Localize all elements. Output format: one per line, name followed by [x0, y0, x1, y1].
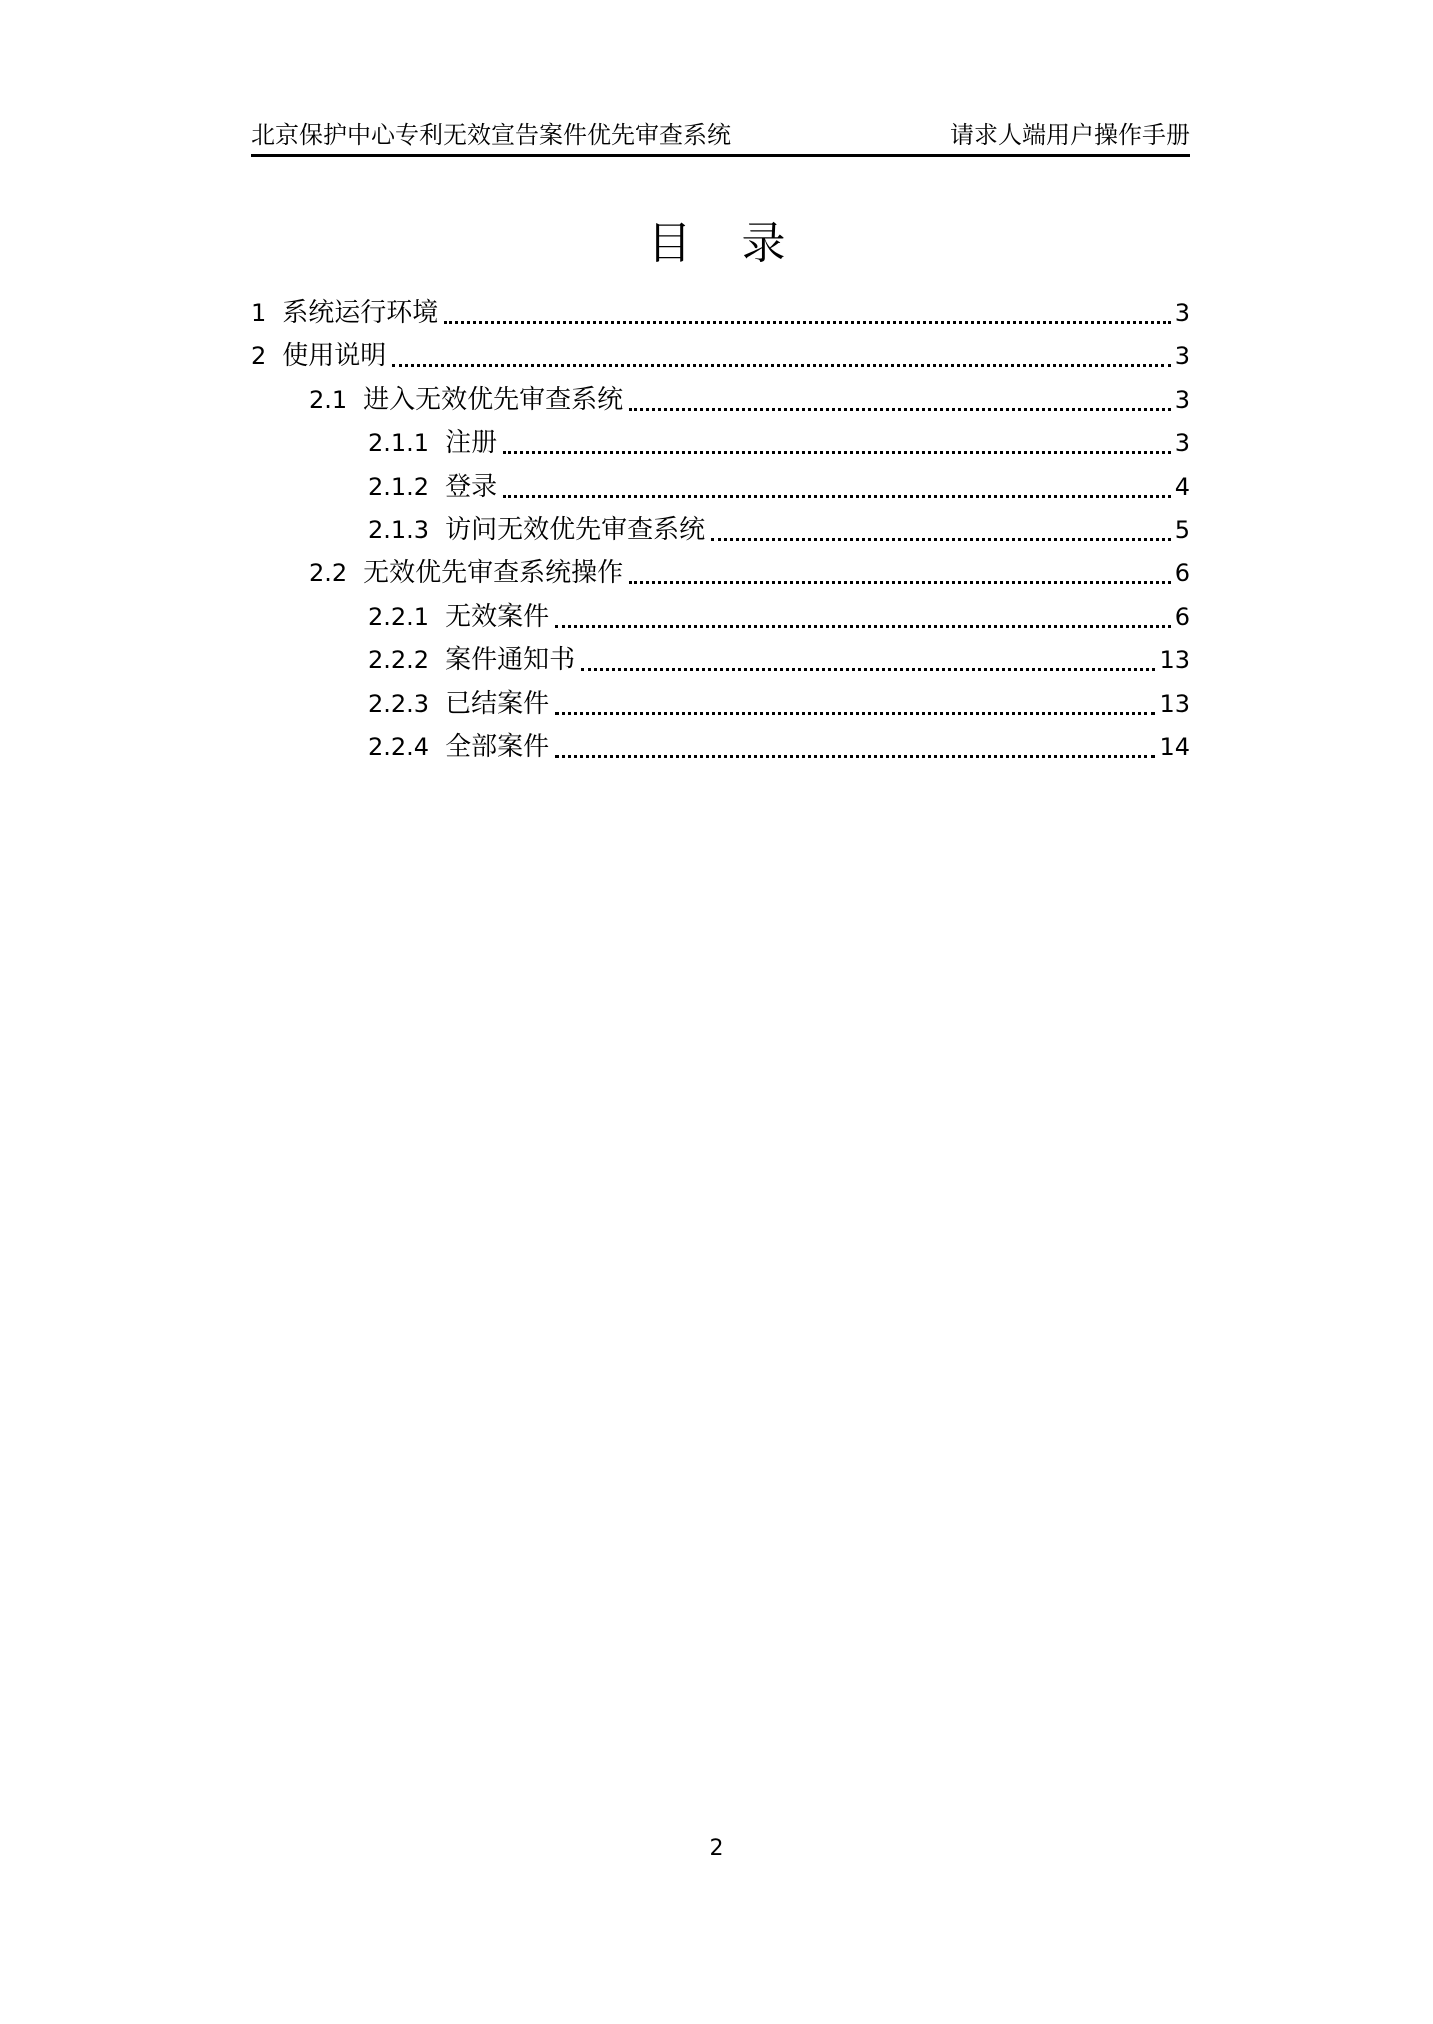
toc-entry-text: 进入无效优先审查系统 [363, 384, 624, 415]
toc-entry[interactable] [368, 725, 1190, 769]
toc-entry-text: 登录 [445, 471, 498, 502]
toc-dot-leader [392, 364, 1170, 367]
toc-dot-leader [555, 625, 1171, 628]
toc-entry-page: 14 [1159, 733, 1190, 761]
toc-entry-page: 3 [1174, 385, 1190, 414]
toc-entry[interactable] [251, 334, 1190, 378]
toc-entry-text: 使用说明 [282, 341, 387, 372]
toc-entry-page: 3 [1174, 429, 1190, 458]
toc-entry-text: 无效案件 [445, 601, 550, 632]
toc-entry-text: 全部案件 [445, 732, 550, 762]
toc-entry-text: 已结案件 [445, 688, 550, 719]
toc-dot-leader [581, 668, 1155, 671]
toc-entry[interactable] [309, 551, 1190, 595]
toc-dot-leader [711, 538, 1171, 541]
toc-entry[interactable] [309, 378, 1190, 422]
toc-entry-number: 2.1.1 [368, 429, 430, 458]
toc-entry-text: 注册 [445, 428, 498, 459]
toc-entry[interactable] [368, 638, 1190, 682]
toc-entry-number: 2.2.1 [368, 602, 430, 631]
toc-entry-number: 2.2.3 [368, 689, 430, 718]
toc-entry-page: 5 [1174, 516, 1190, 544]
header-document-title: 北京保护中心专利无效宣告案件优先审查系统 [251, 121, 731, 149]
toc-title: 目 录 [647, 218, 804, 269]
toc-entry[interactable] [368, 465, 1190, 509]
toc-entry[interactable] [251, 291, 1190, 335]
toc-entry-page: 6 [1174, 602, 1190, 631]
toc-entry-page: 13 [1159, 689, 1190, 718]
toc-entry[interactable] [368, 508, 1190, 552]
toc-entry-text: 无效优先审查系统操作 [363, 558, 624, 589]
toc-entry-number: 2.1.2 [368, 472, 430, 501]
header-manual-title: 请求人端用户操作手册 [950, 121, 1190, 149]
toc-dot-leader [629, 408, 1171, 411]
toc-entry-page: 4 [1174, 472, 1190, 501]
toc-entry-page: 6 [1174, 559, 1190, 588]
toc-dot-leader [444, 321, 1170, 324]
toc-entry[interactable] [368, 595, 1190, 639]
toc-entry-page: 13 [1159, 646, 1190, 675]
toc-entry-number: 2.1.3 [368, 516, 430, 544]
toc-dot-leader [629, 581, 1171, 584]
toc-dot-leader [555, 712, 1155, 715]
toc-entry-number: 1 [251, 299, 267, 327]
toc-entry-number: 2.2.4 [368, 733, 430, 761]
toc-entry-page: 3 [1174, 299, 1190, 327]
page-number: 2 [709, 1836, 724, 1861]
toc-entry[interactable] [368, 421, 1190, 465]
toc-dot-leader [503, 495, 1171, 498]
toc-entry-text: 系统运行环境 [282, 298, 439, 328]
toc-entry-number: 2.1 [309, 385, 348, 414]
page-header [251, 116, 1190, 157]
toc-entry-number: 2 [251, 342, 267, 371]
toc-entry-page: 3 [1174, 342, 1190, 371]
toc-dot-leader [555, 755, 1155, 758]
toc-dot-leader [503, 451, 1171, 454]
toc-entry-text: 案件通知书 [445, 645, 576, 676]
toc-entry[interactable] [368, 682, 1190, 726]
toc-entry-number: 2.2 [309, 559, 348, 588]
toc-entry-text: 访问无效优先审查系统 [445, 515, 706, 545]
toc-entry-number: 2.2.2 [368, 646, 430, 675]
